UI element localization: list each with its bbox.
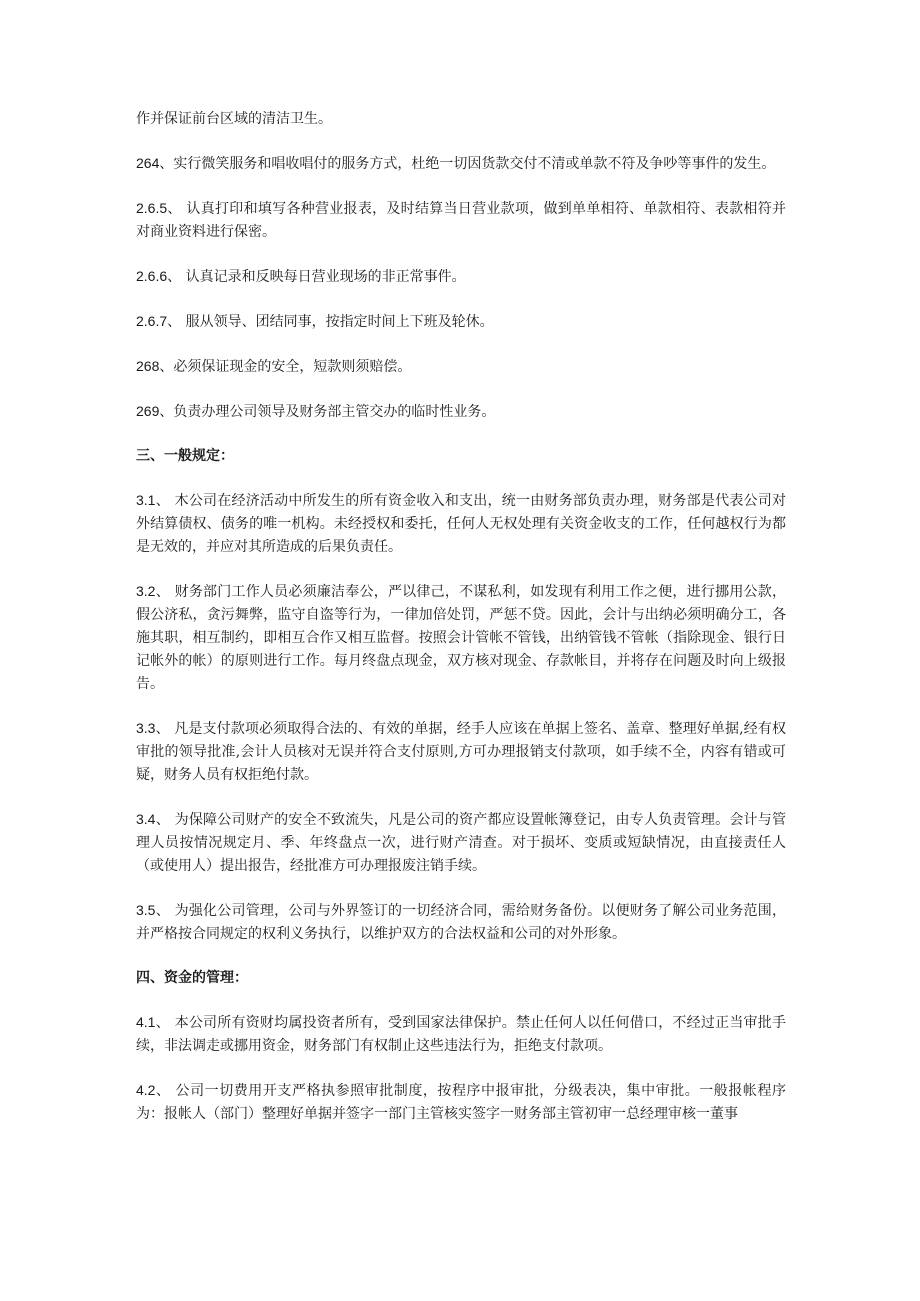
item-number: 269 [136, 403, 160, 419]
item-number: 3.5 [136, 902, 156, 918]
paragraph-text: 、 认真打印和填写各种营业报表，及时结算当日营业款项，做到单单相符、单款相符、表款相符并对商业资料进行保密。 [136, 201, 786, 240]
item-number: 4.2 [136, 1082, 156, 1098]
paragraph-text: 、 公司一切费用开支严格执参照审批制度，按程序中报审批，分级表决，集中审批。一般报帐程序为：报帐人（部门）整理好单据并签字一部门主管核实签字一财务部主管初审一总经理审核一董事 [136, 1083, 786, 1122]
item-number: 268 [136, 358, 160, 374]
paragraph-text: 、 服从领导、团结同事，按指定时间上下班及轮休。 [167, 314, 494, 330]
paragraph-268 [136, 355, 786, 379]
paragraph-text: 、实行微笑服务和唱收唱付的服务方式，杜绝一切因货款交付不清或单款不符及争吵等事件的发生。 [159, 156, 776, 172]
paragraph-3-1 [136, 489, 786, 559]
item-number: 4.1 [136, 1014, 156, 1030]
paragraph-264 [136, 152, 786, 176]
item-number: 3.2 [136, 583, 156, 599]
section-heading-3: 三、一般规定： [136, 448, 234, 464]
paragraph-text: 、负责办理公司领导及财务部主管交办的临时性业务。 [159, 404, 496, 420]
item-number: 3.1 [136, 492, 156, 508]
paragraph-269 [136, 400, 786, 424]
paragraph-3-4 [136, 808, 786, 878]
document-page [136, 108, 786, 1147]
paragraph-2-6-6 [136, 265, 786, 289]
item-number: 3.3 [136, 720, 156, 736]
paragraph-3-2 [136, 580, 786, 696]
item-number: 2.6.6 [136, 268, 168, 284]
paragraph-text: 、必须保证现金的安全，短款则须赔偿。 [159, 359, 412, 375]
paragraph-text: 、 木公司在经济活动中所发生的所有资金收入和支出，统一由财务部负责办理，财务部是代表公司对外结算债权、债务的唯一机构。未经授权和委托，任何人无权处理有关资金收支的工作，任何越权行为都是无效的，并应对其所造成的后果负责任。 [136, 493, 786, 555]
paragraph-text: 、 财务部门工作人员必须廉洁奉公，严以律己，不谋私利，如发现有利用工作之便，进行挪用公款，假公济私，贪污舞弊，监守自盗等行为，一律加倍处罚，严惩不贷。因此，会计与出纳必须明确分工，各施其职，相互制约，即相互合作又相互监督。按照会计管帐不管钱，出纳管钱不管帐（指除现金、银行日记帐外的帐）的原则进行工作。每月终盘点现金，双方核对现金、存款帐目，并将存在问题及时向上级报告。 [136, 584, 786, 692]
paragraph-text: 、 凡是支付款项必须取得合法的、有效的单据，经手人应该在单据上签名、盖章、整理好单据,经有权审批的领导批准,会计人员核对无误并符合支付原则,方可办理报销支付款项，如手续不全，内容有错或可疑，财务人员有权拒绝付款。 [136, 721, 786, 783]
item-number: 3.4 [136, 811, 156, 827]
section-heading-4: 四、资金的管理： [136, 970, 248, 986]
paragraph-text: 、 为强化公司管理，公司与外界签订的一切经济合同，需给财务备份。以便财务了解公司业务范围，并严格按合同规定的权利义务执行，以维护双方的合法权益和公司的对外形象。 [136, 903, 786, 942]
item-number: 264 [136, 155, 160, 171]
paragraph-2-6-5 [136, 197, 786, 244]
paragraph-continuation: 作并保证前台区域的清洁卫生。 [136, 111, 332, 127]
item-number: 2.6.5 [136, 200, 168, 216]
paragraph-3-5 [136, 899, 786, 946]
item-number: 2.6.7 [136, 313, 168, 329]
paragraph-4-1 [136, 1011, 786, 1058]
paragraph-3-3 [136, 717, 786, 787]
paragraph-2-6-7 [136, 310, 786, 334]
paragraph-text: 、 本公司所有资财均属投资者所有，受到国家法律保护。禁止任何人以任何借口，不经过正当审批手续，非法调走或挪用资金，财务部门有权制止这些违法行为，拒绝支付款项。 [136, 1015, 786, 1054]
paragraph-text: 、 认真记录和反映每日营业现场的非正常事件。 [167, 269, 466, 285]
paragraph-text: 、 为保障公司财产的安全不致流失，凡是公司的资产都应设置帐簿登记，由专人负责管理。会计与管理人员按情况规定月、季、年终盘点一次，进行财产清查。对于损坏、变质或短缺情况，由直接责任人（或使用人）提出报告，经批准方可办理报废注销手续。 [136, 812, 786, 874]
paragraph-4-2 [136, 1079, 786, 1126]
